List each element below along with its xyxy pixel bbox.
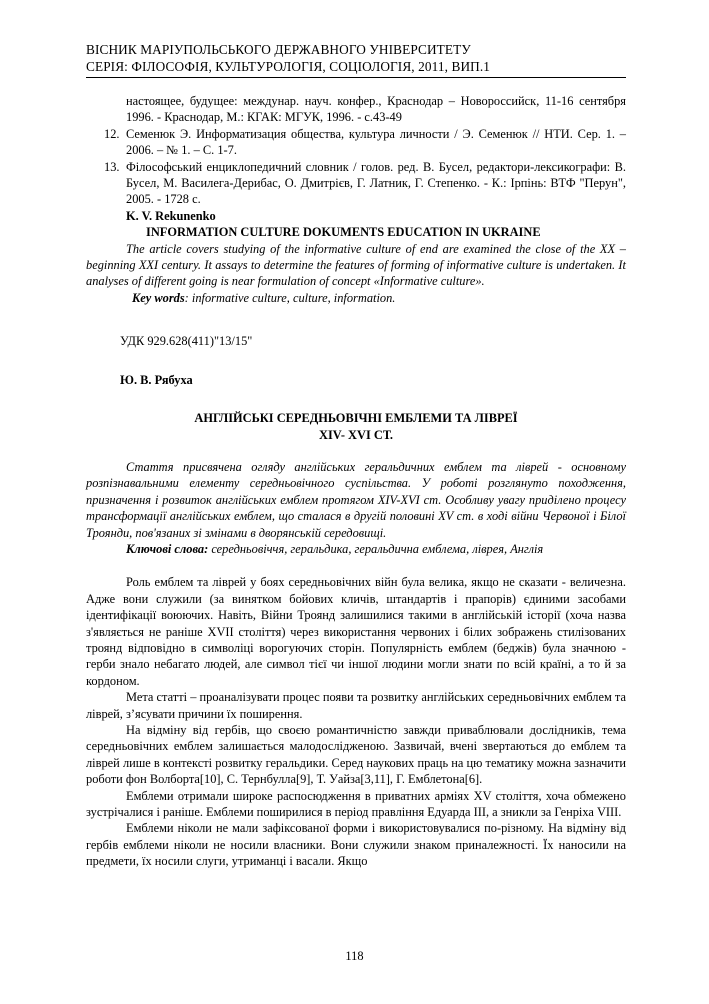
running-header [86, 41, 626, 75]
english-summary-keywords [86, 290, 626, 306]
reference-number: 13. [104, 159, 120, 174]
page-number: 118 [345, 949, 364, 963]
keywords-text: : informative culture, culture, information. [184, 290, 396, 305]
reference-item-13 [86, 159, 626, 208]
english-summary-abstract: The article covers studying of the informative culture of end are examined the close of the XX – beginning XXI century. It assays to determine the features of forming of informative culture is undertaken. It analyses of different going is near formulation of concept «Informative culture». [86, 241, 626, 289]
reference-continuation: настоящее, будущее: междунар. науч. конфер., Краснодар – Новороссийск, 11-16 сентября 1996. - Краснодар, М.: КГАК: МГУК, 1996. - с.43-49 [126, 94, 626, 125]
body-paragraph: Мета статті – проаналізувати процес появи та розвитку англійських середньовічних емблем та ліврей, з’ясувати причини їх поширення. [86, 690, 626, 721]
article-abstract: Стаття присвячена огляду англійських геральдичних емблем та ліврей - основному розпізнавальними елементу середньовічного суспільства. У роботі розглянуто походження, призначення і розвиток англійських емблем протягом XIV-XVI ст. Особливу увагу приділено процесу трансформації англійських емблем, що сталася в другій половині XV ст. в ході війни Червоної і Білої Троянди, пов'язаних зі змінами в дворянській середовищі. [86, 459, 626, 540]
article-title-line-2: XIV- XVI СТ. [319, 427, 393, 442]
header-divider [86, 77, 626, 78]
reference-item-12 [86, 126, 626, 159]
english-summary-title: INFORMATION CULTURE DOKUMENTS EDUCATION IN UKRAINE [146, 225, 541, 240]
reference-text: Філософський енциклопедичний словник / голов. ред. В. Бусел, редактори-лексикографи: В. Бусел, М. Василега-Дерибас, О. Дмитрієв, Г. Латник, Г. Степенко. - К.: Ірпінь: ВТФ "Перун", 2005. - 1728 с. [126, 159, 626, 207]
keywords-label: Ключові слова: [126, 541, 209, 556]
english-summary-author: K. V. Rekunenko [126, 208, 216, 223]
article-title-line-1: АНГЛІЙСЬКІ СЕРЕДНЬОВІЧНІ ЕМБЛЕМИ ТА ЛІВРЕЇ [194, 411, 518, 426]
page-body [86, 93, 626, 870]
reference-text: Семенюк Э. Информатизация общества, культура личности / Э. Семенюк // НТИ. Сер. 1. – 2006. – № 1. – С. 1-7. [126, 126, 626, 158]
keywords-text: середньовіччя, геральдика, геральдична емблема, ліврея, Англія [208, 541, 544, 556]
header-series-line: СЕРІЯ: ФІЛОСОФІЯ, КУЛЬТУРОЛОГІЯ, СОЦІОЛОГІЯ, 2011, ВИП.1 [86, 59, 491, 74]
article-author: Ю. В. Рябуха [120, 372, 193, 387]
keywords-label: Key words [132, 290, 185, 305]
body-paragraph: Емблеми ніколи не мали зафіксованої форми і використовувалися по-різному. На відміну від гербів емблеми ніколи не носили власники. Вони служили знаком приналежності. Їх наносили на предмети, їх носили слуги, утриманці і васали. Якщо [86, 821, 626, 869]
article-title [86, 410, 626, 443]
reference-number: 12. [104, 126, 120, 141]
body-paragraph: На відміну від гербів, що своєю романтичністю завжди приваблювали дослідників, тема середньовічних емблем залишається малодослідженою. Зазвичай, вчені звертаються до емблем та ліврей лише в контексті розвитку геральдики. Серед наукових праць на цю тематику можна зазначити роботи фон Волборта[10], С. Тернбулла[9], Т. Уайза[3,11], Г. Емблетона[6]. [86, 723, 626, 787]
udk-code: УДК 929.628(411)"13/15" [120, 334, 253, 349]
article-body [86, 574, 626, 869]
header-journal-title: ВІСНИК МАРІУПОЛЬСЬКОГО ДЕРЖАВНОГО УНІВЕРСИТЕТУ [86, 42, 471, 57]
article-keywords [86, 541, 626, 557]
body-paragraph: Роль емблем та ліврей у боях середньовічних війн була велика, якщо не сказати - величезна. Адже вони служили (за винятком бойових кличів, штандартів і прапорів) єдиними засобами ідентифікації воюючих. Навіть, Війни Троянд залишилися такими в англійській історії (хоча назва з'являється не раніше XVII століття) через використання червоних і білих зображень стилізованих троянд відповідно в символіці ворогуючих сторін. Популярність емблем (беджів) була значною - герби знало небагато людей, але символ тієї чи іншої людини могли знати по всій країні, а то й за кордоном. [86, 575, 626, 688]
body-paragraph: Емблеми отримали широке распосюдження в приватних арміях XV століття, хоча обмежено зустрічалися і раніше. Емблеми поширилися в період правління Едуарда III, а зникли за Генріха VIII. [86, 788, 626, 820]
